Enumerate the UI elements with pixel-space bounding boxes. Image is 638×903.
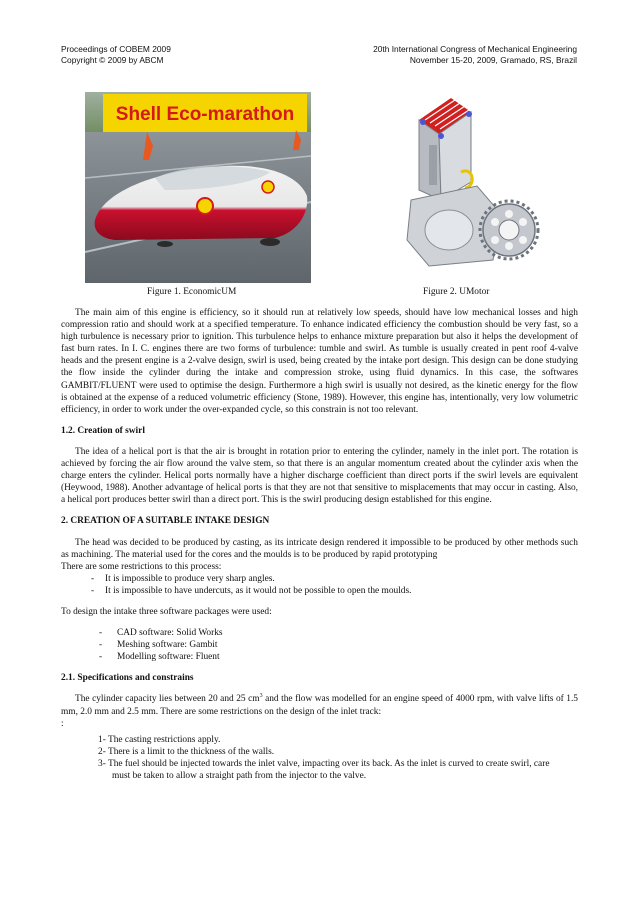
figure-2-image [389, 90, 545, 281]
list-item: - CAD software: Solid Works [99, 628, 223, 639]
banner-text: Shell Eco-marathon [115, 104, 295, 125]
section-heading-2: 2. CREATION OF A SUITABLE INTAKE DESIGN [61, 516, 270, 527]
copyright-line: Copyright © 2009 by ABCM [61, 55, 164, 65]
bolt [438, 133, 444, 139]
section-heading-2-1: 2.1. Specifications and constrains [61, 673, 194, 684]
paragraph: The main aim of this engine is efficiency, so it should run at relatively low speeds, should have low mechanical losses and high compression ratio and should work at a specified temperature. To enhance indicated efficiency the combustion should be very fast, so a high turbulence is necessary prior to ignition. This turbulence helps to enhance mixture preparation but also it helps the development of fast burn rates. In I. C. engines there are two forms of turbulence: tumble and swirl. As tumble is usually created in pent roof 4-valve heads and the present engine is a 2-valve design, swirl is used, being created by the intake port design. This design can be done studying the flow inside the cylinder during the intake and compression stroke, using fluid dynamics. In this case, the softwares GAMBIT/FLUENT were used to optimise the design. Furthermore a high swirl is usually not desired, as the kinetic energy for the flow is obtained at the expense of a reduced volumetric efficiency (Stone, 1989). However, this engine has, intentionally, very low volumetric efficiency, in order to work under the over-expanded cycle, so this constrain is not too relevant. [61, 308, 578, 415]
paragraph: The head was decided to be produced by casting, as its intricate design rendered it impossible to be produced by other methods such as machining. The material used for the cores and the moulds is to be produced by rapid prototyping [61, 537, 578, 560]
list-item: - Modelling software: Fluent [99, 652, 220, 663]
list-item: - Meshing software: Gambit [99, 640, 218, 651]
list-item: - It is impossible to have undercuts, as it would not be possible to open the moulds. [91, 585, 412, 596]
list-item: 2- There is a limit to the thickness of the walls. [98, 746, 275, 757]
running-header-right [373, 44, 577, 66]
stray-colon: : [61, 718, 64, 729]
engine-cad-render [389, 90, 545, 281]
running-header-left [61, 44, 171, 66]
paragraph: The idea of a helical port is that the air is brought in rotation prior to entering the cylinder, namely in the inlet port. The rotation is achieved by forcing the air flow around the valve stem, so that there is an angular momentum created about the cylinder axis when the charge enters the cylinder. Helical ports normally have a higher discharge coefficient than direct ports if the swirl levels are equivalent (Heywood, 1988). Another advantage of helical ports is that they are not that sensitive to misplacements that may occur in casting. Also, a helical port produces better swirl than a direct port. This is the swirl producing design established for this engine. [61, 446, 578, 506]
congress-title: 20th International Congress of Mechanical Engineering [373, 44, 577, 54]
shell-logo [262, 181, 274, 193]
figure-1-caption: Figure 1. EconomicUM [147, 287, 237, 297]
software-list [61, 627, 578, 663]
paragraph: To design the intake three software packages were used: [61, 606, 272, 617]
constraints-list [61, 734, 578, 782]
bolt [420, 119, 426, 125]
list-item: - It is impossible to produce very sharp angles. [91, 573, 275, 584]
list-item: 3- The fuel should be injected towards the inlet valve, impacting over its back. As the inlet is curved to create swirl, care must be taken to allow a straight path from the injector to the valve. [98, 758, 550, 781]
wheel [157, 241, 173, 247]
restrictions-list [61, 573, 578, 597]
proceedings-title: Proceedings of COBEM 2009 [61, 44, 171, 54]
list-item: 1- The casting restrictions apply. [98, 734, 221, 745]
paragraph: The cylinder capacity lies between 20 and 25 $cm^3$ and the flow was modelled for an engine speed of 4000 rpm, with valve lifts of 1.5 mm, 2.0 mm and 2.5 mm. There are some restrictions on the design of the inlet track: [61, 693, 578, 717]
main-text [61, 307, 578, 782]
congress-date-location: November 15-20, 2009, Gramado, RS, Brazil [409, 55, 577, 65]
figure-2-caption: Figure 2. UMotor [423, 287, 490, 297]
shell-logo [197, 198, 213, 214]
section-heading-1-2: 1.2. Creation of swirl [61, 425, 145, 436]
figure-1-photo [85, 92, 311, 283]
wheel [260, 238, 280, 246]
eco-car-photo [85, 92, 311, 283]
paragraph: There are some restrictions to this process: [61, 561, 222, 572]
bolt [466, 111, 472, 117]
